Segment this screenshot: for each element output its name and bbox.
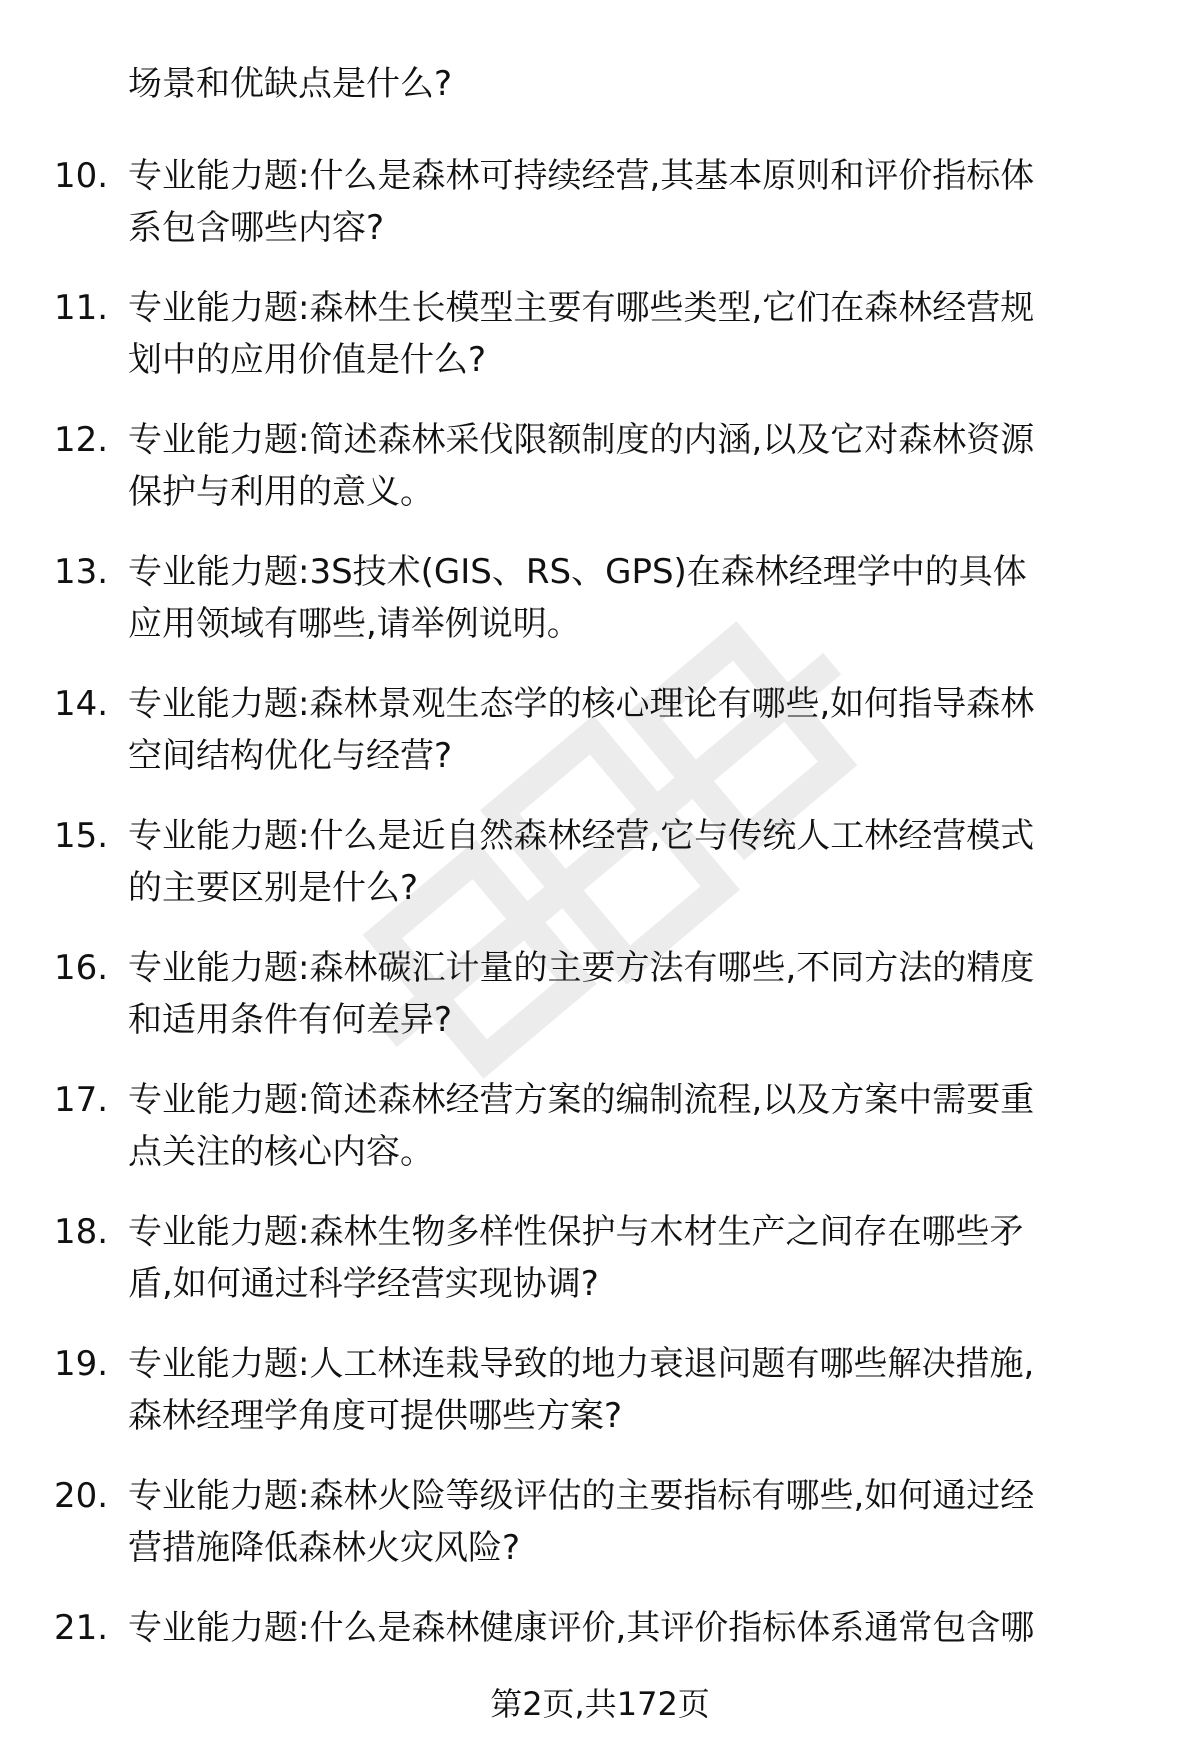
question-item [0, 1206, 1200, 1338]
question-item [0, 1074, 1200, 1206]
question-text-line: 专业能力题:什么是近自然森林经营,它与传统人工林经营模式 [128, 816, 1035, 856]
question-item [0, 414, 1200, 546]
question-item [0, 282, 1200, 414]
question-number: 16. [54, 948, 109, 988]
question-text-line: 和适用条件有何差异? [128, 1000, 453, 1040]
question-text-line: 专业能力题:简述森林经营方案的编制流程,以及方案中需要重 [128, 1080, 1035, 1120]
question-text-line: 划中的应用价值是什么? [128, 340, 487, 380]
question-number: 10. [54, 156, 109, 196]
continuation-text: 场景和优缺点是什么? [128, 64, 453, 104]
page-footer: 第2页,共172页 [490, 1685, 710, 1723]
question-text-line: 专业能力题:3S技术(GIS、RS、GPS)在森林经理学中的具体 [128, 552, 1027, 592]
question-text-line: 专业能力题:森林碳汇计量的主要方法有哪些,不同方法的精度 [128, 948, 1035, 988]
question-item [0, 150, 1200, 282]
question-text-line: 应用领域有哪些,请举例说明。 [128, 604, 581, 644]
question-text-line: 的主要区别是什么? [128, 868, 419, 908]
question-item [0, 1338, 1200, 1470]
question-text-line: 专业能力题:森林生长模型主要有哪些类型,它们在森林经营规 [128, 288, 1035, 328]
question-text-line: 营措施降低森林火灾风险? [128, 1528, 521, 1568]
question-item [0, 810, 1200, 942]
question-text-line: 专业能力题:人工林连栽导致的地力衰退问题有哪些解决措施, [128, 1344, 1035, 1384]
question-item [0, 942, 1200, 1074]
question-number: 19. [54, 1344, 109, 1384]
question-number: 11. [54, 288, 109, 328]
question-number: 18. [54, 1212, 109, 1252]
question-number: 14. [54, 684, 109, 724]
question-item [0, 1470, 1200, 1602]
question-text-line: 专业能力题:森林火险等级评估的主要指标有哪些,如何通过经 [128, 1476, 1035, 1516]
question-number: 15. [54, 816, 109, 856]
question-text-line: 空间结构优化与经营? [128, 736, 453, 776]
question-text-line: 专业能力题:森林景观生态学的核心理论有哪些,如何指导森林 [128, 684, 1035, 724]
question-number: 12. [54, 420, 109, 460]
question-item [0, 678, 1200, 810]
question-text-line: 系包含哪些内容? [128, 208, 385, 248]
question-number: 13. [54, 552, 109, 592]
question-text-line: 专业能力题:什么是森林可持续经营,其基本原则和评价指标体 [128, 156, 1035, 196]
question-text-line: 专业能力题:森林生物多样性保护与木材生产之间存在哪些矛 [128, 1212, 1024, 1252]
question-item [0, 546, 1200, 678]
question-text-line: 盾,如何通过科学经营实现协调? [128, 1264, 599, 1304]
question-text-line: 点关注的核心内容。 [128, 1132, 434, 1172]
question-number: 21. [54, 1608, 109, 1648]
question-number: 17. [54, 1080, 109, 1120]
question-text-line: 专业能力题:简述森林采伐限额制度的内涵,以及它对森林资源 [128, 420, 1035, 460]
question-number: 20. [54, 1476, 109, 1516]
question-text-line: 保护与利用的意义。 [128, 472, 434, 512]
question-list [0, 150, 1200, 1734]
question-text-line: 森林经理学角度可提供哪些方案? [128, 1396, 623, 1436]
question-text-line: 专业能力题:什么是森林健康评价,其评价指标体系通常包含哪 [128, 1608, 1035, 1648]
